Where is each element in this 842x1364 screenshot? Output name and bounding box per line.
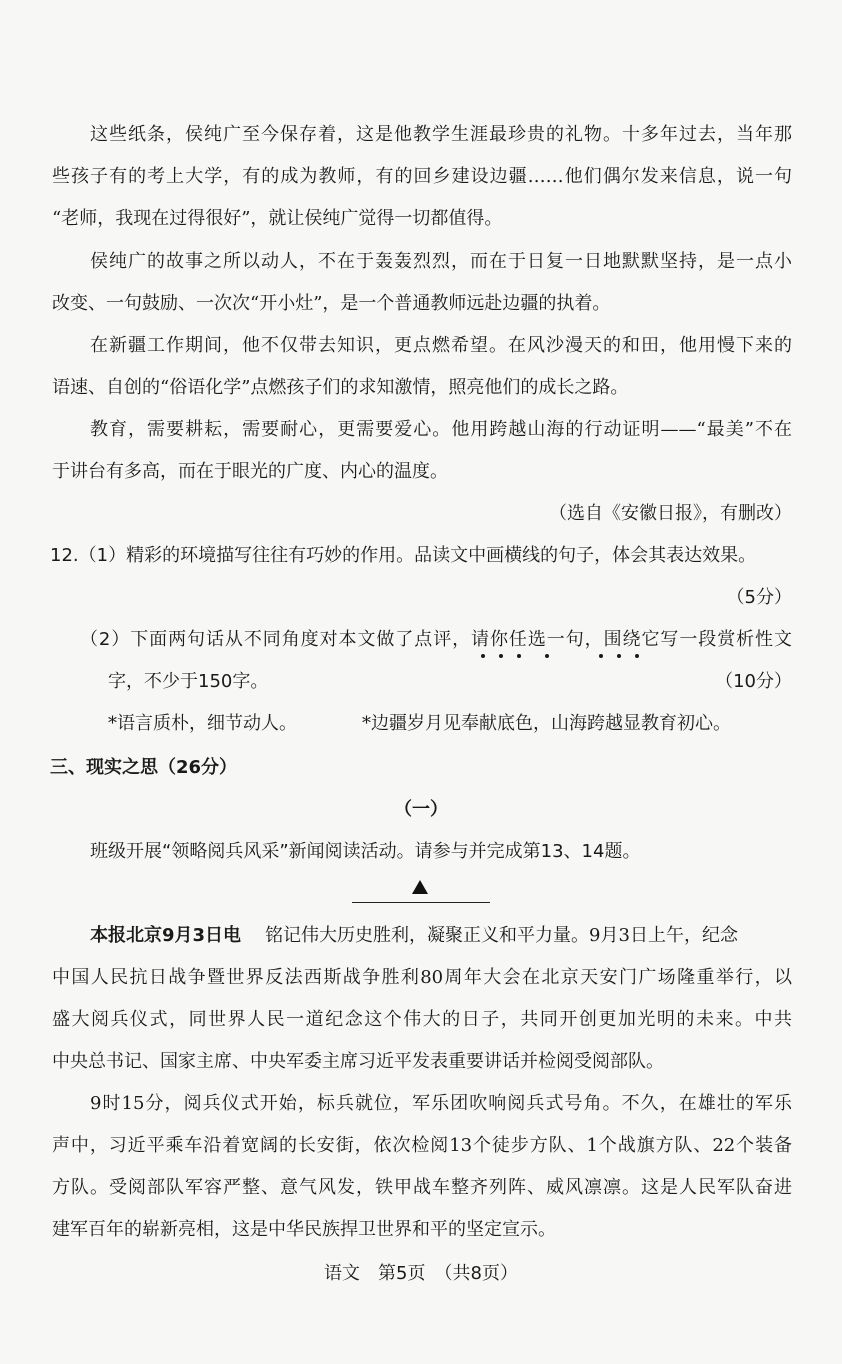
section-3-intro: 班级开展“领略阅兵风采”新闻阅读活动。请参与并完成第13、14题。 [90,841,641,862]
news-dateline: 本报北京9月3日电 [90,925,242,946]
news-para2-line4: 建军百年的崭新亮相，这是中华民族捍卫世界和平的坚定宣示。 [52,1219,556,1240]
passage-p1-line2: 些孩子有的考上大学，有的成为教师，有的回乡建设边疆……他们偶尔发来信息，说一句 [52,166,792,187]
separator-line [352,902,490,903]
news-para1-line3: 盛大阅兵仪式，同世界人民一道纪念这个伟大的日子，共同开创更加光明的未来。中共 [52,1009,792,1030]
news-para1-line2: 中国人民抗日战争暨世界反法西斯战争胜利80周年大会在北京天安门广场隆重举行，以 [52,967,792,988]
passage-p2-line1: 侯纯广的故事之所以动人，不在于轰轰烈烈，而在于日复一日地默默坚持，是一点小 [90,251,792,272]
question-12-2-score: （10分） [715,671,792,692]
option-b: *边疆岁月见奉献底色，山海跨越显教育初心。 [362,713,731,734]
section-3-subtitle: （一） [394,799,448,820]
passage-p2-line2: 改变、一句鼓励、一次次“开小灶”，是一个普通教师远赴边疆的执着。 [52,293,611,314]
passage-p1-line3: “老师，我现在过得很好”，就让侯纯广觉得一切都值得。 [52,208,503,229]
news-para2-line1: 9时15分，阅兵仪式开始，标兵就位，军乐团吹响阅兵式号角。不久，在雄壮的军乐 [90,1093,792,1114]
triangle-marker [412,880,428,894]
question-12-2-line2: 字，不少于150字。 [108,671,269,692]
page-footer: 语文 第5页 （共8页） [324,1263,518,1284]
section-3-title: 三、现实之思（26分） [50,757,238,778]
news-para1-line1 [90,924,792,948]
option-a: *语言质朴，细节动人。 [108,713,297,734]
passage-p4-line1: 教育，需要耕耘，需要耐心，更需要爱心。他用跨越山海的行动证明——“最美”不在 [90,419,792,440]
news-para2-line3: 方队。受阅部队军容严整、意气风发，铁甲战车整齐列阵、威风凛凛。这是人民军队奋进 [52,1177,792,1198]
news-para1-line1-text: 铭记伟大历史胜利，凝聚正义和平力量。9月3日上午，纪念 [265,925,738,946]
passage-p4-line2: 于讲台有多高，而在于眼光的广度、内心的温度。 [52,461,448,482]
question-12-2-line1: （2）下面两句话从不同角度对本文做了点评，请你任选一句，围绕它写一段赏析性文 [80,629,792,650]
passage-p3-line1: 在新疆工作期间，他不仅带去知识，更点燃希望。在风沙漫天的和田，他用慢下来的 [90,335,792,356]
passage-p1-line1: 这些纸条，侯纯广至今保存着，这是他教学生涯最珍贵的礼物。十多年过去，当年那 [90,124,792,145]
passage-source: （选自《安徽日报》，有删改） [549,503,792,524]
news-para1-line4: 中央总书记、国家主席、中央军委主席习近平发表重要讲话并检阅受阅部队。 [52,1051,664,1072]
question-12-1-score: （5分） [726,587,792,608]
news-para2-line2: 声中，习近平乘车沿着宽阔的长安街，依次检阅13个徒步方队、1个战旗方队、22个装备 [52,1135,792,1156]
question-12-1: 12.（1）精彩的环境描写往往有巧妙的作用。品读文中画横线的句子，体会其表达效果。 [50,545,757,566]
passage-p3-line2: 语速、自创的“俗语化学”点燃孩子们的求知激情，照亮他们的成长之路。 [52,377,629,398]
